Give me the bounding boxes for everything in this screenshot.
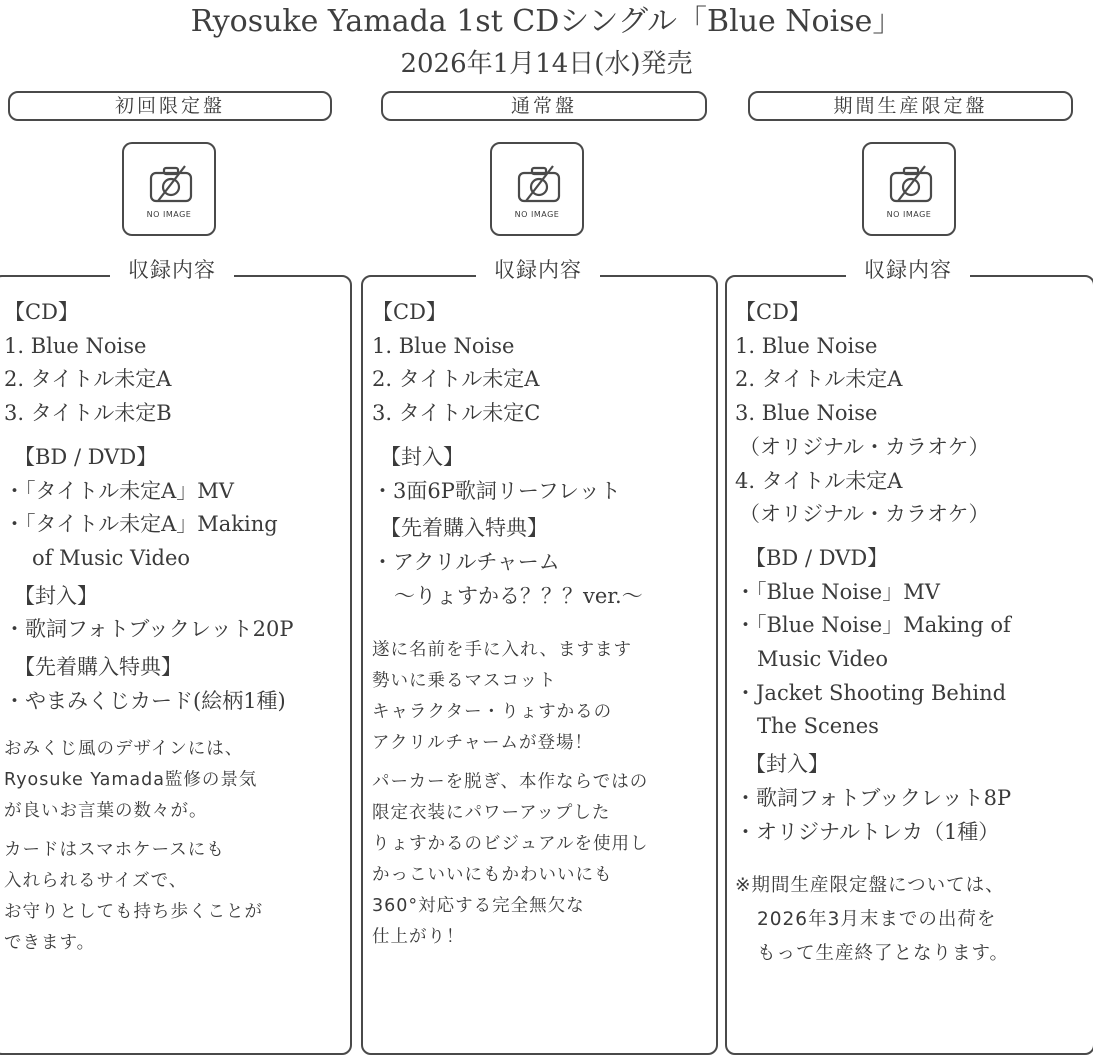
no-image-placeholder: [490, 142, 584, 236]
bd-item: ・「Blue Noise」Making of: [735, 613, 1011, 638]
track-item: 2. タイトル未定A: [4, 367, 172, 392]
camera-off-icon: [516, 164, 562, 204]
description-line: 限定衣装にパワーアップした: [372, 803, 611, 824]
track-item: 1. Blue Noise: [735, 333, 878, 358]
description-line: 360°対応する完全無欠な: [372, 896, 585, 917]
bd-item: ・「Blue Noise」MV: [735, 579, 940, 604]
description-line: お守りとしても持ち歩くことが: [4, 902, 263, 923]
track-item-note: （オリジナル・カラオケ）: [739, 502, 990, 527]
track-item: 1. Blue Noise: [4, 333, 147, 358]
section-heading-enclosed: 【封入】: [14, 583, 98, 608]
enclosed-item: ・歌詞フォトブックレット8P: [735, 785, 1012, 810]
contents-list-period-limited: [735, 296, 1011, 971]
track-item-note: （オリジナル・カラオケ）: [739, 434, 990, 459]
page-title: Ryosuke Yamada 1st CDシングル「Blue Noise」: [190, 4, 903, 39]
bonus-item-continued: 〜りょすかる？？？ver.〜: [394, 583, 643, 608]
description-line: かっこいいにもかわいいにも: [372, 865, 613, 886]
description-line: できます。: [4, 933, 96, 954]
description-line: アクリルチャームが登場！: [372, 733, 593, 754]
track-item: 2. タイトル未定A: [372, 367, 540, 392]
description-line: が良いお言葉の数々が。: [4, 801, 208, 822]
edition-tag-limited-first: 初回限定盤: [8, 91, 332, 121]
track-item: 2. タイトル未定A: [735, 367, 903, 392]
track-item: 3. タイトル未定C: [372, 401, 541, 426]
enclosed-item: ・3面6P歌詞リーフレット: [372, 478, 621, 503]
section-heading-bonus: 【先着購入特典】: [380, 516, 548, 541]
edition-tag-period-limited: 期間生産限定盤: [748, 91, 1073, 121]
description-line: カードはスマホケースにも: [4, 840, 225, 861]
section-heading-cd: 【CD】: [372, 300, 447, 324]
section-heading-bonus: 【先着購入特典】: [14, 655, 182, 680]
section-heading-cd: 【CD】: [735, 300, 810, 324]
production-note: もって生産終了となります。: [757, 943, 1010, 965]
section-heading-cd: 【CD】: [4, 300, 79, 324]
section-heading-bd-dvd: 【BD / DVD】: [14, 444, 158, 469]
track-item: 1. Blue Noise: [372, 333, 515, 358]
contents-label: 収録内容: [846, 254, 970, 286]
release-date: 2026年1月14日(水)発売: [400, 49, 693, 79]
description-line: キャラクター・りょすかるの: [372, 702, 613, 723]
camera-off-icon: [148, 164, 194, 204]
edition-tag-regular: 通常盤: [381, 91, 707, 121]
no-image-label: NO IMAGE: [514, 210, 560, 219]
section-heading-bd-dvd: 【BD / DVD】: [745, 545, 889, 570]
bd-item-continued: of Music Video: [32, 545, 191, 570]
section-heading-enclosed: 【封入】: [745, 752, 829, 777]
bd-item-continued: Music Video: [757, 647, 888, 672]
description-line: 遂に名前を手に入れ、ますます: [372, 640, 633, 661]
bonus-item: ・やまみくじカード(絵柄1種): [4, 688, 286, 713]
description-line: Ryosuke Yamada監修の景気: [4, 770, 258, 791]
description-line: パーカーを脱ぎ、本作ならではの: [372, 772, 649, 793]
camera-off-icon: [888, 164, 934, 204]
no-image-label: NO IMAGE: [886, 210, 932, 219]
no-image-placeholder: [122, 142, 216, 236]
no-image-placeholder: [862, 142, 956, 236]
bonus-item: ・アクリルチャーム: [372, 549, 560, 574]
bd-item-continued: The Scenes: [757, 714, 879, 739]
description-line: 仕上がり！: [372, 927, 465, 948]
contents-list-limited-first: [4, 296, 294, 959]
section-heading-enclosed: 【封入】: [380, 444, 464, 469]
description-line: 入れられるサイズで、: [4, 871, 188, 892]
description-line: 勢いに乗るマスコット: [372, 671, 557, 692]
track-item: 4. タイトル未定A: [735, 468, 903, 493]
enclosed-item: ・歌詞フォトブックレット20P: [4, 617, 294, 642]
bd-item: ・Jacket Shooting Behind: [735, 680, 1007, 705]
enclosed-item: ・オリジナルトレカ（1種）: [735, 819, 1000, 844]
bd-item: ・「タイトル未定A」MV: [4, 478, 234, 503]
contents-label: 収録内容: [476, 254, 600, 286]
description-line: りょすかるのビジュアルを使用し: [372, 834, 649, 855]
production-note: 2026年3月末までの出荷を: [757, 909, 997, 931]
contents-label: 収録内容: [110, 254, 234, 286]
bd-item: ・「タイトル未定A」Making: [4, 512, 278, 537]
no-image-label: NO IMAGE: [146, 210, 192, 219]
track-item: 3. Blue Noise: [735, 401, 878, 426]
production-note: ※期間生産限定盤については、: [735, 875, 1005, 897]
track-item: 3. タイトル未定B: [4, 401, 172, 426]
description-line: おみくじ風のデザインには、: [4, 739, 244, 760]
contents-list-regular: [372, 296, 648, 953]
